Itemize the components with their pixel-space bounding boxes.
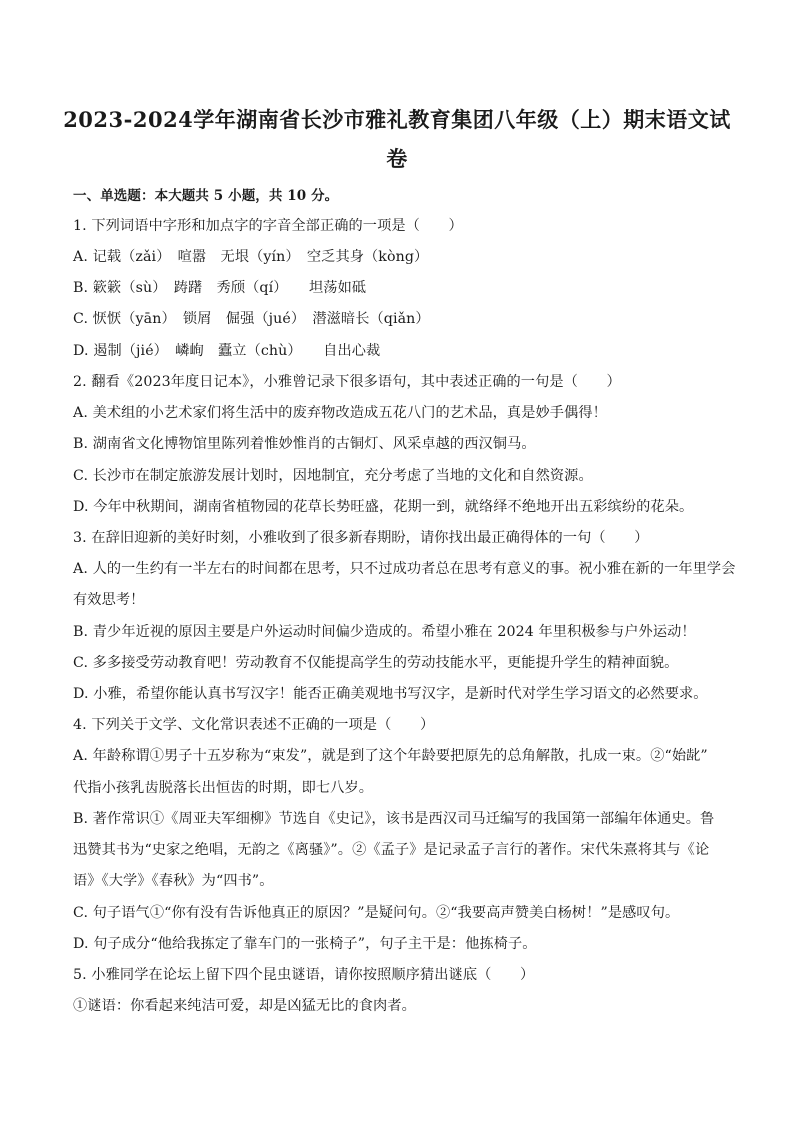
question-4-stem: 4. 下列关于文学、文化常识表述不正确的一项是（ ）	[73, 717, 435, 733]
question-1-option-c: C. 恹恹（yān） 锁屑 倔强（jué） 潜滋暗长（qiǎn）	[73, 311, 430, 327]
question-4-option-d: D. 句子成分“他给我拣定了靠车门的一张椅子”，句子主干是：他拣椅子。	[73, 936, 537, 952]
question-4-option-b: B. 著作常识①《周亚夫军细柳》节选自《史记》，该书是西汉司马迁编写的我国第一部编年体通史。鲁	[73, 811, 715, 827]
question-1-stem: 1. 下列词语中字形和加点字的字音全部正确的一项是（ ）	[73, 218, 463, 234]
question-5-riddle-1: ①谜语：你看起来纯洁可爱，却是凶猛无比的食肉者。	[73, 998, 416, 1014]
question-1-option-a: A. 记载（zǎi） 喧嚣 无垠（yín） 空乏其身（kòng）	[73, 249, 429, 265]
question-4-option-b-cont-1: 迅赞其书为“史家之绝唱，无韵之《离骚》”。②《孟子》是记录孟子言行的著作。宋代朱熹将其与《论	[73, 842, 710, 858]
section-heading: 一、单选题：本大题共 5 小题，共 10 分。	[73, 188, 339, 204]
question-2-option-d: D. 今年中秋期间，湖南省植物园的花草长势旺盛，花期一到，就络绎不绝地开出五彩缤纷的花朵。	[73, 499, 694, 515]
question-2-option-c: C. 长沙市在制定旅游发展计划时，因地制宜，充分考虑了当地的文化和自然资源。	[73, 468, 593, 484]
question-3-option-c: C. 多多接受劳动教育吧！劳动教育不仅能提高学生的劳动技能水平，更能提升学生的精神面貌。	[73, 655, 679, 671]
question-2-option-a: A. 美术组的小艺术家们将生活中的废弃物改造成五花八门的艺术品，真是妙手偶得！	[73, 405, 607, 421]
exam-title-line-1: 2023-2024学年湖南省长沙市雅礼教育集团八年级（上）期末语文试	[63, 107, 731, 132]
exam-title-line-2: 卷	[386, 146, 408, 171]
question-3-stem: 3. 在辞旧迎新的美好时刻，小雅收到了很多新春期盼，请你找出最正确得体的一句（ ）	[73, 530, 649, 546]
question-1-option-d: D. 遏制（jié） 嶙峋 蠹立（chù） 自出心裁	[73, 343, 381, 359]
question-3-option-a: A. 人的一生约有一半左右的时间都在思考，只不过成功者总在思考有意义的事。祝小雅在新的一年里学会	[73, 561, 736, 577]
question-5-stem: 5. 小雅同学在论坛上留下四个昆虫谜语，请你按照顺序猜出谜底（ ）	[73, 967, 535, 983]
question-2-stem: 2. 翻看《2023年度日记本》，小雅曾记录下很多语句，其中表述正确的一句是（ ）	[73, 374, 621, 390]
question-2-option-b: B. 湖南省文化博物馆里陈列着惟妙惟肖的古铜灯、风采卓越的西汉铜马。	[73, 436, 536, 452]
question-3-option-a-cont: 有效思考！	[73, 592, 145, 608]
question-3-option-b: B. 青少年近视的原因主要是户外运动时间偏少造成的。希望小雅在 2024 年里积极参与户外运动！	[73, 624, 696, 640]
question-4-option-a-cont: 代指小孩乳齿脱落长出恒齿的时期，即七八岁。	[73, 780, 374, 796]
question-4-option-a: A. 年龄称谓①男子十五岁称为“束发”，就是到了这个年龄要把原先的总角解散，扎成一束。②“始龀”	[73, 748, 708, 764]
question-4-option-b-cont-2: 语》《大学》《春秋》为“四书”。	[73, 873, 274, 889]
question-3-option-d: D. 小雅，希望你能认真书写汉字！能否正确美观地书写汉字，是新时代对学生学习语文的必然要求。	[73, 686, 708, 702]
question-1-option-b: B. 簌簌（sù） 踌躇 秀颀（qí） 坦荡如砥	[73, 280, 367, 296]
question-4-option-c: C. 句子语气①“你有没有告诉他真正的原因？”是疑问句。②“我要高声赞美白杨树！”是感叹句。	[73, 905, 680, 921]
